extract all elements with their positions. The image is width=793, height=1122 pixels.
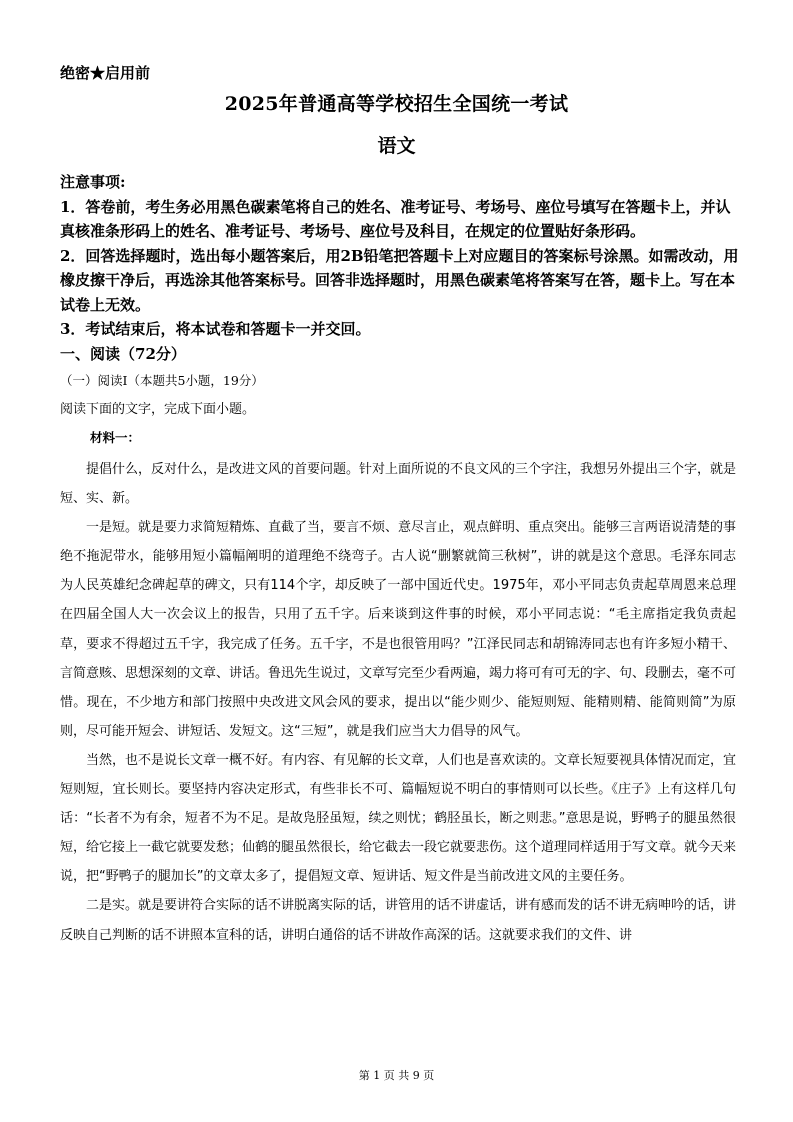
notice-item-2: 2．回答选择题时，选出每小题答案后，用2B铅笔把答题卡上对应题目的答案标号涂黑。如需改动，用橡皮擦干净后，再选涂其他答案标号。回答非选择题时，用黑色碳素笔将答案写在答，题卡上。写在本试卷上无效。	[60, 246, 739, 314]
notice-heading: 注意事项:	[60, 173, 126, 191]
exam-title: 2025年普通高等学校招生全国统一考试	[224, 93, 569, 115]
confidential-label: 绝密★启用前	[60, 64, 151, 82]
subject-title: 语文	[377, 135, 416, 157]
notice-section	[60, 170, 740, 342]
subsection-heading: （一）阅读I（本题共5小题，19分）	[60, 373, 264, 388]
notice-item-1: 1．答卷前，考生务必用黑色碳素笔将自己的姓名、准考证号、考场号、座位号填写在答题卡上，并认真核准条形码上的姓名、准考证号、考场号、座位号及科目，在规定的位置贴好条形码。	[60, 197, 731, 240]
passage-body	[60, 455, 736, 950]
material-label: 材料一：	[90, 430, 141, 445]
passage-paragraph: 当然，也不是说长文章一概不好。有内容、有见解的长文章，人们也是喜欢读的。文章长短要视具体情况而定，宜短则短，宜长则长。要坚持内容决定形式，有些非长不可、篇幅短说不明白的事情则可以长些。《庄子》上有这样几句话：“长者不为有余，短者不为不足。是故凫胫虽短，续之则忧；鹤胫虽长，断之则悲。”意思是说，野鸭子的腿虽然很短，给它接上一截它就要发愁；仙鹤的腿虽然很长，给它截去一段它就要悲伤。这个道理同样适用于写文章。就今天来说，把“野鸭子的腿加长”的文章太多了，提倡短文章、短讲话、短文件是当前改进文风的主要任务。	[60, 752, 737, 885]
notice-item-3: 3．考试结束后，将本试卷和答题卡一并交回。	[60, 320, 371, 338]
passage-paragraph: 一是短。就是要力求简短精炼、直截了当，要言不烦、意尽言止，观点鲜明、重点突出。能够三言两语说清楚的事绝不拖泥带水，能够用短小篇幅阐明的道理绝不绕弯子。古人说“删繁就简三秋树”，讲的就是这个意思。毛泽东同志为人民英雄纪念碑起草的碑文，只有114个字，却反映了一部中国近代史。1975年，邓小平同志负责起草周恩来总理在四届全国人大一次会议上的报告，只用了五千字。后来谈到这件事的时候，邓小平同志说：“毛主席指定我负责起草，要求不得超过五千字，我完成了任务。五千字，不是也很管用吗？”江泽民同志和胡锦涛同志也有许多短小精干、言简意赅、思想深刻的文章、讲话。鲁迅先生说过，文章写完至少看两遍，竭力将可有可无的字、句、段删去，毫不可惜。现在，不少地方和部门按照中央改进文风会风的要求，提出以“能少则少、能短则短、能精则精、能简则简”为原则，尽可能开短会、讲短话、发短文。这“三短”，就是我们应当大力倡导的风气。	[60, 520, 737, 739]
passage-paragraph: 提倡什么，反对什么，是改进文风的首要问题。针对上面所说的不良文风的三个字注，我想另外提出三个字，就是短、实、新。	[60, 462, 737, 507]
part-heading: 一、阅读（72分）	[60, 345, 186, 363]
passage-paragraph: 二是实。就是要讲符合实际的话不讲脱离实际的话，讲管用的话不讲虚话，讲有感而发的话不讲无病呻吟的话，讲反映自己判断的话不讲照本宣科的话，讲明白通俗的话不讲故作高深的话。这就要求我们的文件、讲	[60, 898, 737, 943]
reading-instruction: 阅读下面的文字，完成下面小题。	[60, 402, 256, 417]
page-number: 第 1 页 共 9 页	[358, 1069, 435, 1082]
